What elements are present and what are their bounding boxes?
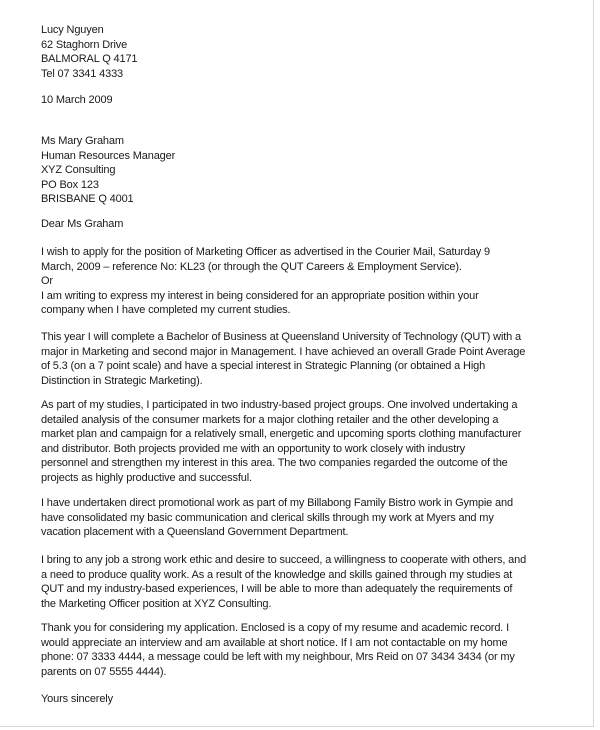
paragraph-line: a need to produce quality work. As a result of the knowledge and skills gained through my studies at [41,568,513,581]
paragraph-line: Distinction in Strategic Marketing). [41,374,203,387]
paragraph-line: Thank you for considering my application. Enclosed is a copy of my resume and academic record. I [41,622,509,634]
paragraph-line: and distributor. Both projects provided me with an opportunity to work closely with industry [41,442,465,455]
paragraph-line: would appreciate an interview and am available at short notice. If I am not contactable on my home [41,636,508,649]
paragraph-line: I have undertaken direct promotional work as part of my Billabong Family Bistro work in Gympie and [41,497,513,509]
paragraph-line: QUT and my industry-based experiences, I will be able to more than adequately the requirements of [41,583,513,596]
recipient-name: Ms Mary Graham [41,135,124,147]
sender-phone: Tel 07 3341 4333 [41,67,124,80]
paragraph-line: This year I will complete a Bachelor of Business at Queensland University of Technology (QUT) with a [41,331,522,343]
paragraph-projects [41,398,521,486]
paragraph-experience [41,496,513,540]
recipient-company: XYZ Consulting [41,164,116,177]
paragraph-line: I wish to apply for the position of Marketing Officer as advertised in the Courier Mail, Saturday 9 [41,246,491,258]
recipient-city: BRISBANE Q 4001 [41,193,134,206]
paragraph-line: personnel and strengthen my interest in this area. The two companies regarded the outcome of the [41,457,508,470]
paragraph-line: March, 2009 – reference No: KL23 (or through the QUT Careers & Employment Service). [41,260,462,273]
paragraph-line: of 5.3 (on a 7 point scale) and have a special interest in Strategic Planning (or obtained a High [41,360,486,373]
recipient-address [41,134,175,207]
paragraph-education [41,330,525,388]
paragraph-line: market plan and campaign for a relatively small, energetic and upcoming sports clothing manufacturer [41,428,522,441]
paragraph-line: I bring to any job a strong work ethic and desire to succeed, a willingness to cooperate with others, and [41,554,527,566]
sender-street: 62 Staghorn Drive [41,38,128,51]
paragraph-line: projects as highly productive and successful. [41,471,252,484]
paragraph-qualities [41,553,526,611]
salutation: Dear Ms Graham [41,218,124,230]
paragraph-line: major in Marketing and second major in Management. I have achieved an overall Grade Point Average [41,345,526,358]
paragraph-line: the Marketing Officer position at XYZ Consulting. [41,597,272,610]
paragraph-line: Or [41,275,53,288]
closing: Yours sincerely [41,693,113,705]
letter-date: 10 March 2009 [41,94,113,106]
sender-suburb: BALMORAL Q 4171 [41,53,138,66]
paragraph-line: company when I have completed my current studies. [41,304,291,317]
paragraph-line: vacation placement with a Queensland Government Department. [41,526,349,539]
paragraph-line: have consolidated my basic communication and clerical skills through my work at Myers and my [41,511,494,524]
sender-address [41,23,137,81]
recipient-title: Human Resources Manager [41,149,176,162]
paragraph-line: As part of my studies, I participated in two industry-based project groups. One involved undertaking a [41,399,518,411]
paragraph-line: parents on 07 5555 4444). [41,665,167,678]
paragraph-closing [41,621,515,679]
paragraph-line: phone: 07 3333 4444, a message could be left with my neighbour, Mrs Reid on 07 3434 3434 (or my [41,651,515,664]
paragraph-line: detailed analysis of the consumer markets for a major clothing retailer and the other developing a [41,413,499,426]
paragraph-line: I am writing to express my interest in being considered for an appropriate position within your [41,289,479,302]
paragraph-intro [41,245,490,318]
recipient-pobox: PO Box 123 [41,178,99,191]
sender-name: Lucy Nguyen [41,24,104,36]
